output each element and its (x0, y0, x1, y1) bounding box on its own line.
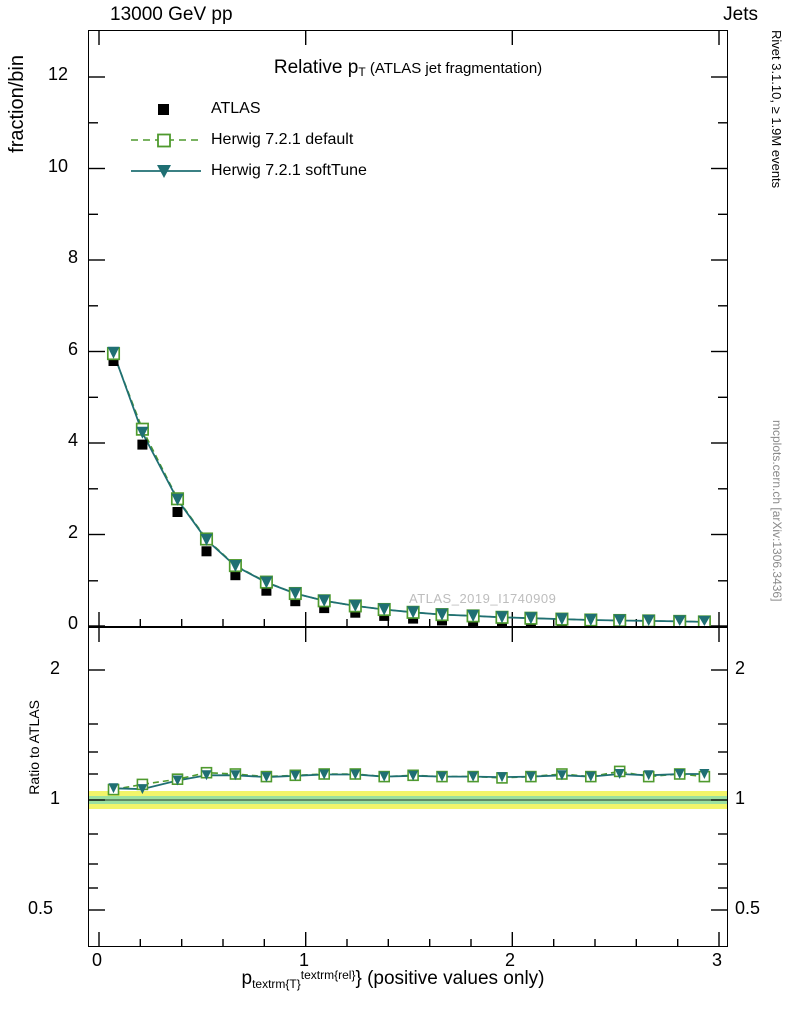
x-axis-label (0, 968, 786, 991)
header-left: 13000 GeV pp (110, 4, 233, 25)
x-axis-label-rest: } (positive values only) (355, 968, 545, 989)
ratio-y-axis-label: Ratio to ATLAS (26, 700, 42, 795)
ratio-ytick-2-right: 2 (735, 658, 746, 678)
xtick-3: 3 (712, 950, 723, 970)
ratio-ytick-1-right: 1 (735, 788, 746, 808)
side-label-rivet: Rivet 3.1.10, ≥ 1.9M events (769, 30, 784, 189)
side-label-arxiv: mcplots.cern.ch [arXiv:1306.3436] (770, 420, 784, 602)
ratio-ytick-1-left: 1 (50, 788, 61, 808)
main-ytick-10: 10 (47, 156, 68, 176)
ratio-ytick-05-right: 0.5 (735, 898, 761, 918)
ratio-ytick-05-left: 0.5 (28, 898, 54, 918)
x-axis-label-sub: textrm{T} (252, 977, 301, 991)
ratio-plot-canvas (89, 628, 727, 946)
main-ytick-0: 0 (67, 613, 78, 633)
main-ytick-2: 2 (67, 522, 78, 542)
main-ytick-4: 4 (67, 430, 78, 450)
x-axis-label-sup: textrm{rel} (300, 968, 356, 982)
main-ytick-12: 12 (47, 64, 68, 84)
main-plot-canvas (89, 31, 727, 626)
legend-label-atlas: ATLAS (211, 99, 261, 117)
plot-title-main: Relative p (273, 57, 359, 78)
legend-label-herwig-softtune: Herwig 7.2.1 softTune (211, 161, 367, 179)
header-right: Jets (723, 4, 758, 25)
xtick-0: 0 (92, 950, 103, 970)
main-plot-panel (88, 30, 728, 627)
x-axis-label-base: p (241, 968, 253, 989)
ratio-ytick-2-left: 2 (50, 658, 61, 678)
plot-title-sub: T (358, 65, 366, 79)
ratio-plot-panel (88, 627, 728, 947)
analysis-watermark: ATLAS_2019_I1740909 (409, 591, 557, 606)
main-y-axis-label: fraction/bin (6, 55, 28, 153)
main-ytick-8: 8 (67, 247, 78, 267)
xtick-1: 1 (299, 950, 310, 970)
legend-label-herwig-default: Herwig 7.2.1 default (211, 130, 354, 148)
plot-title-rest: (ATLAS jet fragmentation) (365, 60, 543, 77)
xtick-2: 2 (505, 950, 516, 970)
main-ytick-6: 6 (67, 339, 78, 359)
